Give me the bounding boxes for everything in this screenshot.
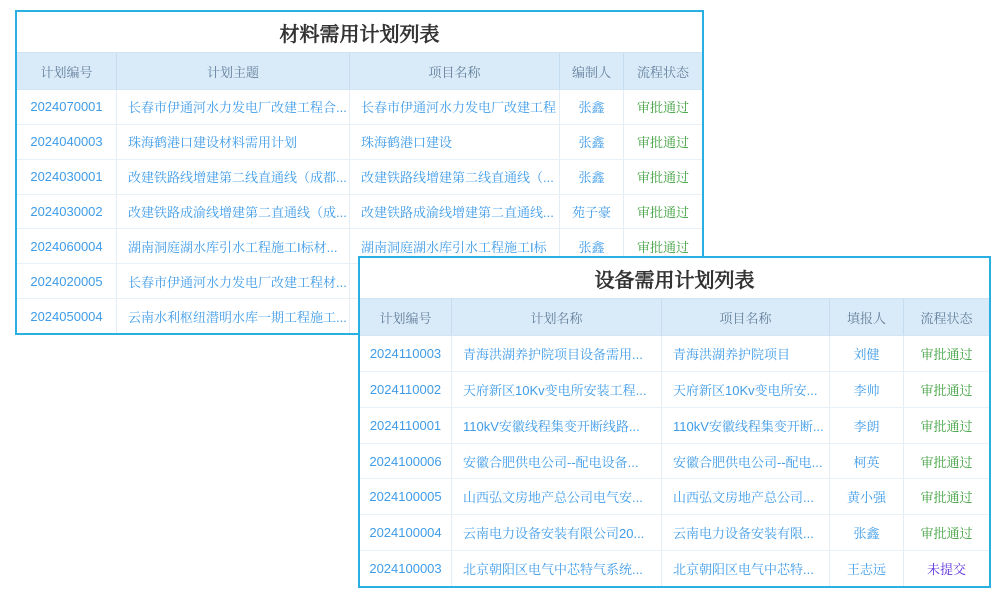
material-plan-list-title: 材料需用计划列表 bbox=[17, 12, 702, 52]
plan-name-cell: 云南水利枢纽潜明水库一期工程施工... bbox=[117, 299, 350, 333]
plan-name-cell: 长春市伊通河水力发电厂改建工程材... bbox=[117, 264, 350, 298]
equipment-plan-list-panel bbox=[358, 256, 991, 588]
column-header: 流程状态 bbox=[636, 64, 689, 80]
project-name-cell: 安徽合肥供电公司--配电... bbox=[662, 444, 830, 479]
equipment-plan-list-title: 设备需用计划列表 bbox=[360, 258, 989, 298]
plan-number-cell: 2024030001 bbox=[17, 160, 117, 194]
column-header: 计划编号 bbox=[360, 299, 452, 335]
status-badge: 未提交 bbox=[926, 562, 966, 578]
person-cell: 李帅 bbox=[830, 372, 904, 407]
status-badge: 审批通过 bbox=[636, 135, 689, 151]
project-name-cell: 云南电力设备安装有限... bbox=[662, 515, 830, 550]
table-row[interactable] bbox=[360, 514, 989, 550]
status-badge: 审批通过 bbox=[920, 418, 973, 434]
plan-name-cell: 山西弘文房地产总公司电气安... bbox=[452, 479, 662, 514]
plan-number-cell: 2024050004 bbox=[17, 299, 117, 333]
project-name-cell: 山西弘文房地产总公司... bbox=[662, 479, 830, 514]
person-cell: 张鑫 bbox=[560, 125, 624, 159]
person-cell: 李朗 bbox=[830, 408, 904, 443]
person-cell: 刘健 bbox=[830, 336, 904, 371]
column-header: 编制人 bbox=[560, 53, 624, 89]
plan-name-cell: 改建铁路线增建第二线直通线（成都... bbox=[117, 160, 350, 194]
plan-name-cell: 珠海鹤港口建设材料需用计划 bbox=[117, 125, 350, 159]
project-name-cell: 湖南洞庭湖水库引水工程施工I标 bbox=[350, 229, 560, 263]
project-name-cell: 改建铁路线增建第二线直通线（... bbox=[350, 160, 560, 194]
project-name-cell: 珠海鹤港口建设 bbox=[350, 125, 560, 159]
table-row[interactable] bbox=[17, 159, 702, 194]
plan-name-cell: 改建铁路成渝线增建第二直通线（成... bbox=[117, 195, 350, 229]
plan-number-cell: 2024100006 bbox=[360, 444, 452, 479]
person-cell: 王志远 bbox=[830, 551, 904, 586]
project-name-cell: 北京朝阳区电气中芯特... bbox=[662, 551, 830, 586]
status-badge: 审批通过 bbox=[920, 346, 973, 362]
person-cell: 张鑫 bbox=[560, 160, 624, 194]
plan-number-cell: 2024070001 bbox=[17, 90, 117, 124]
plan-name-cell: 110kV安徽线程集变开断线路... bbox=[452, 408, 662, 443]
person-cell: 张鑫 bbox=[560, 229, 624, 263]
plan-number-cell: 2024100004 bbox=[360, 515, 452, 550]
column-header: 填报人 bbox=[830, 299, 904, 335]
material-table-header bbox=[17, 52, 702, 90]
plan-number-cell: 2024020005 bbox=[17, 264, 117, 298]
plan-name-cell: 北京朝阳区电气中芯特气系统... bbox=[452, 551, 662, 586]
plan-name-cell: 天府新区10Kv变电所安装工程... bbox=[452, 372, 662, 407]
plan-number-cell: 2024110003 bbox=[360, 336, 452, 371]
equipment-table-header bbox=[360, 298, 989, 336]
column-header: 流程状态 bbox=[920, 310, 973, 326]
status-badge: 审批通过 bbox=[636, 205, 689, 220]
status-badge: 审批通过 bbox=[920, 454, 973, 470]
person-cell: 张鑫 bbox=[830, 515, 904, 550]
plan-name-cell: 长春市伊通河水力发电厂改建工程合... bbox=[117, 90, 350, 124]
plan-number-cell: 2024110001 bbox=[360, 408, 452, 443]
column-header: 计划主题 bbox=[117, 53, 350, 89]
table-row[interactable] bbox=[17, 124, 702, 159]
plan-number-cell: 2024100003 bbox=[360, 551, 452, 586]
status-badge: 审批通过 bbox=[636, 239, 689, 255]
plan-number-cell: 2024110002 bbox=[360, 372, 452, 407]
project-name-cell: 110kV安徽线程集变开断... bbox=[662, 408, 830, 443]
plan-number-cell: 2024100005 bbox=[360, 479, 452, 514]
column-header: 项目名称 bbox=[662, 299, 830, 335]
plan-name-cell: 青海洪湖养护院项目设备需用... bbox=[452, 336, 662, 371]
person-cell: 柯英 bbox=[830, 444, 904, 479]
column-header: 计划编号 bbox=[17, 53, 117, 89]
status-badge: 审批通过 bbox=[636, 100, 689, 116]
status-badge: 审批通过 bbox=[920, 490, 973, 506]
status-badge: 审批通过 bbox=[920, 526, 973, 542]
column-header: 项目名称 bbox=[350, 53, 560, 89]
status-badge: 审批通过 bbox=[636, 170, 689, 186]
plan-number-cell: 2024030002 bbox=[17, 195, 117, 229]
table-row[interactable] bbox=[17, 90, 702, 124]
table-row[interactable] bbox=[360, 550, 989, 586]
plan-name-cell: 安徽合肥供电公司--配电设备... bbox=[452, 444, 662, 479]
person-cell: 黄小强 bbox=[830, 479, 904, 514]
plan-name-cell: 云南电力设备安装有限公司20... bbox=[452, 515, 662, 550]
person-cell: 张鑫 bbox=[560, 90, 624, 124]
project-name-cell: 改建铁路成渝线增建第二直通线... bbox=[350, 195, 560, 229]
status-badge: 审批通过 bbox=[920, 382, 973, 398]
table-row[interactable] bbox=[360, 478, 989, 514]
equipment-table-body bbox=[360, 336, 989, 586]
project-name-cell: 长春市伊通河水力发电厂改建工程 bbox=[350, 90, 560, 124]
plan-number-cell: 2024040003 bbox=[17, 125, 117, 159]
table-row[interactable] bbox=[360, 407, 989, 443]
project-name-cell: 天府新区10Kv变电所安... bbox=[662, 372, 830, 407]
table-row[interactable] bbox=[360, 443, 989, 479]
table-row[interactable] bbox=[360, 371, 989, 407]
table-row[interactable] bbox=[360, 336, 989, 371]
column-header: 计划名称 bbox=[452, 299, 662, 335]
plan-number-cell: 2024060004 bbox=[17, 229, 117, 263]
project-name-cell: 青海洪湖养护院项目 bbox=[662, 336, 830, 371]
plan-name-cell: 湖南洞庭湖水库引水工程施工I标材... bbox=[117, 229, 350, 263]
person-cell: 苑子豪 bbox=[560, 195, 624, 229]
table-row[interactable] bbox=[17, 194, 702, 229]
